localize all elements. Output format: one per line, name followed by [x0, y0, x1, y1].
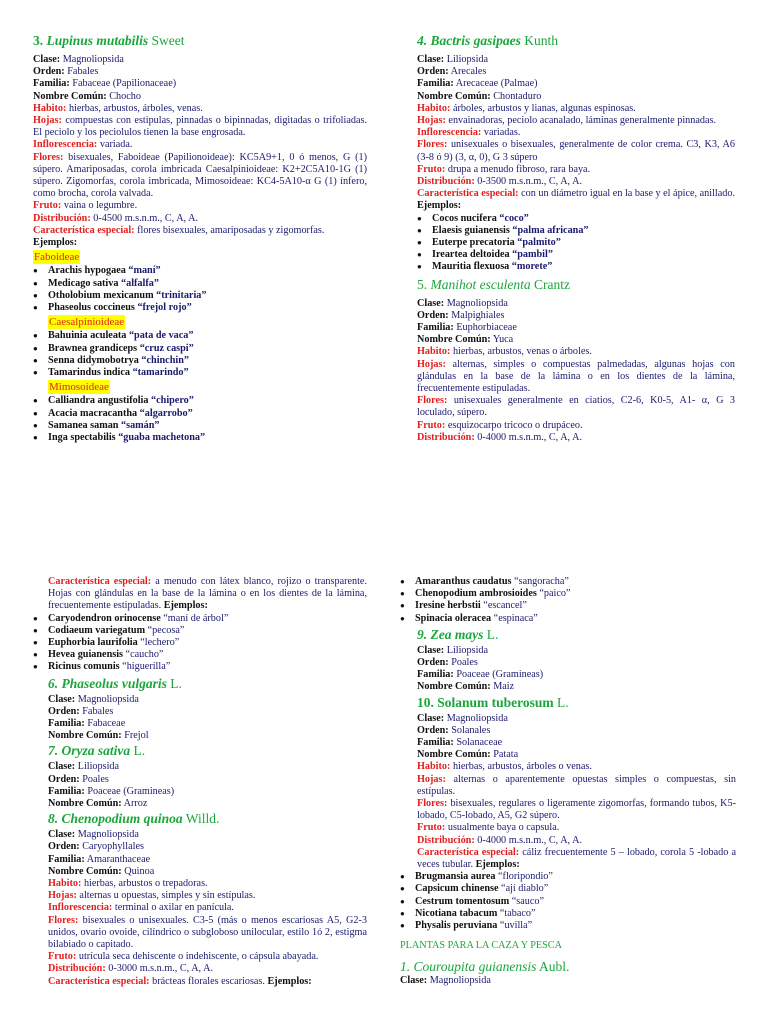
list-item: ● Bahuinia aculeata “pata de vaca”	[33, 330, 367, 342]
lupinus-fruto: Fruto: vaina o legumbre.	[33, 200, 138, 212]
chenopodium-examples-list	[400, 576, 736, 625]
bactris-fruto: Fruto: drupa a menudo fibroso, rara baya.	[417, 163, 591, 175]
manihot-continued-column	[33, 576, 367, 988]
lupinus-orden: Orden: Fabales	[33, 66, 99, 78]
chenopodium-habito: Habito: hierbas, arbustos o trepadoras.	[48, 878, 208, 890]
list-item: ● Iresine herbstii “escancel”	[400, 600, 736, 612]
manihot-familia: Familia: Euphorbiaceae	[417, 322, 517, 334]
chenopodium-orden: Orden: Caryophyllales	[48, 841, 144, 853]
chenopodium-inflorescencia: Inflorescencia: terminal o axilar en panícula.	[48, 902, 234, 914]
species-block-9-10	[400, 626, 736, 871]
subfamily-caesalpinioideae: Caesalpinioideae	[49, 316, 125, 329]
lupinus-title: 3. Lupinus mutabilis Sweet	[33, 33, 185, 48]
chenopodium-hojas: Hojas: alternas u opuestas, simples y sin estípulas.	[48, 890, 256, 902]
oryza-orden: Orden: Poales	[48, 773, 109, 785]
list-item: ● Cestrum tomentosum “sauco”	[400, 896, 736, 908]
bactris-hojas: Hojas: envainadoras, peciolo acanalado, láminas generalmente pinnadas.	[417, 115, 717, 127]
list-item: ● Chenopodium ambrosioides “paico”	[400, 588, 736, 600]
bactris-caracteristica: Característica especial: con un diámetro igual en la base y el ápice, anillado. Ejemplos:	[417, 188, 736, 212]
list-item: ● Brugmansia aurea “floripondio”	[400, 871, 736, 883]
solanum-clase: Clase: Magnoliopsida	[417, 712, 508, 724]
lupinus-inflorescencia: Inflorescencia: variada.	[33, 139, 133, 151]
manihot-hojas: Hojas: alternas, simples o compuestas palmedadas, algunas hojas con glándulas en la base de la lámina o en los dientes de la lámina, frecuentemente estipuladas.	[417, 358, 735, 395]
zea-orden: Orden: Poales	[417, 657, 478, 669]
list-item: ● Tamarindus indica “tamarindo”	[33, 367, 367, 379]
lupinus-ejemplos-label: Ejemplos:	[33, 237, 78, 249]
species-block-6-8	[33, 675, 367, 988]
phaseolus-orden: Orden: Fabales	[48, 705, 114, 717]
list-item: ● Cocos nucifera “coco”	[417, 213, 735, 225]
zea-title: 9. Zea mays L.	[417, 626, 499, 642]
lupinus-clase: Clase: Magnoliopsida	[33, 54, 124, 65]
list-item: ● Hevea guianensis “caucho”	[33, 649, 367, 661]
solanum-caracteristica: Característica especial: cáliz frecuentemente 5 – lobado, corola 5 -lobado a veces tubular. Ejemplos:	[417, 846, 736, 871]
oryza-title: 7. Oryza sativa L.	[48, 743, 146, 759]
lupinus-hojas: Hojas: compuestas con estipulas, pinnadas o bipinnadas, digitadas o trifoliadas. El peciolo y los peciolulos tienen la base engrosada.	[33, 115, 367, 139]
bactris-column	[417, 32, 735, 444]
chenopodium-title: 8. Chenopodium quinoa Willd.	[48, 811, 220, 827]
manihot-examples-list	[33, 613, 367, 674]
phaseolus-title: 6. Phaseolus vulgaris L.	[48, 675, 182, 691]
faboideae-list	[33, 265, 367, 314]
zea-nombre: Nombre Común: Maiz	[417, 681, 515, 693]
oryza-nombre: Nombre Común: Arroz	[48, 798, 148, 810]
list-item: ● Inga spectabilis “guaba machetona”	[33, 432, 367, 444]
bactris-examples-list	[417, 213, 735, 274]
phaseolus-nombre: Nombre Común: Frejol	[48, 730, 149, 742]
section-heading: PLANTAS PARA LA CAZA Y PESCA	[400, 940, 562, 952]
list-item: ● Ireartea deltoidea “pambil”	[417, 249, 735, 261]
list-item: ● Capsicum chinense “ají diablo”	[400, 883, 736, 895]
list-item: ● Physalis peruviana “uvilla”	[400, 920, 736, 932]
zea-familia: Familia: Poaceae (Gramineas)	[417, 669, 544, 681]
manihot-habito: Habito: hierbas, arbustos, venas o árboles.	[417, 346, 592, 358]
chenopodium-fruto: Fruto: utrícula seca dehiscente o indehiscente, o cápsula abayada.	[48, 951, 319, 963]
solanum-nombre: Nombre Común: Patata	[417, 749, 519, 761]
lupinus-familia: Familia: Fabaceae (Papilionaceae)	[33, 78, 177, 90]
bactris-familia: Familia: Arecaceae (Palmae)	[417, 78, 538, 90]
manihot-title: 5. Manihot esculenta Crantz	[417, 276, 570, 292]
list-item: ● Otholobium mexicanum “trinitaria”	[33, 290, 367, 302]
list-item: ● Phaseolus coccineus “frejol rojo”	[33, 302, 367, 314]
solanum-flores: Flores: bisexuales, regulares o ligeramente zigomorfas, formando tubos, K5-lobado, C5-lobado, A5, G2 súpero.	[417, 798, 736, 822]
lupinus-flores: Flores: bisexuales, Faboideae (Papilionoideae): KC5A9+1, 0 ó menos, G (1) súpero. Amariposadas, corola imbricada Caesalpinioideae: K2+2C5A10-1G (1) súpero. Zigomorfas, corola imbricada, Mimosoideae: KC4-5A10-α G (1) ínfero, como brocha, corola valvada.	[33, 151, 367, 200]
bactris-nombre: Nombre Común: Chontaduro	[417, 90, 542, 102]
solanum-distribucion: Distribución: 0-4000 m.s.n.m., C, A, A.	[417, 834, 582, 846]
list-item: ● Acacia macracantha “algarrobo”	[33, 408, 367, 420]
solanum-habito: Habito: hierbas, arbustos, árboles o venas.	[417, 761, 592, 773]
chenopodium-nombre: Nombre Común: Quinoa	[48, 865, 155, 877]
lupinus-nombre: Nombre Común: Chocho	[33, 90, 141, 102]
list-item: ● Brawnea grandiceps “cruz caspi”	[33, 343, 367, 355]
manihot-clase: Clase: Magnoliopsida	[417, 297, 508, 309]
manihot-flores: Flores: unisexuales generalmente en ciatios, C2-6, K0-5, A1- α, G 3 loculado, súpero.	[417, 395, 735, 419]
list-item: ● Caryodendron orinocense “maní de árbol”	[33, 613, 367, 625]
phaseolus-clase: Clase: Magnoliopsida	[48, 693, 139, 705]
list-item: ● Codiaeum variegatum “pecosa”	[33, 625, 367, 637]
caesalpinioideae-list	[33, 330, 367, 379]
bactris-title: 4. Bactris gasipaes Kunth	[417, 33, 559, 48]
solanum-hojas: Hojas: alternas o aparentemente opuestas simples o compuestas, sin estípulas.	[417, 773, 736, 797]
list-item: ● Elaesis guianensis “palma africana”	[417, 225, 735, 237]
bactris-inflorescencia: Inflorescencia: variadas.	[417, 127, 521, 139]
subfamily-mimosoideae: Mimosoideae	[49, 381, 109, 394]
bactris-distribucion: Distribución: 0-3500 m.s.n.m., C, A, A.	[417, 176, 582, 188]
solanum-title: 10. Solanum tuberosum L.	[417, 694, 569, 710]
mimosoideae-list	[33, 395, 367, 444]
list-item: ● Euterpe precatoria “palmito”	[417, 237, 735, 249]
manihot-caracteristica: Característica especial: a menudo con látex blanco, rojizo o transparente. Hojas con glándulas en la base de la lámina o en los dientes de la lámina, frecuentemente estipuladas. Ejemplos:	[48, 576, 367, 612]
list-item: ● Mauritia flexuosa “morete”	[417, 261, 735, 273]
bactris-clase: Clase: Liliopsida	[417, 54, 489, 65]
list-item: ● Euphorbia laurifolia “lechero”	[33, 637, 367, 649]
list-item: ● Spinacia oleracea “espinaca”	[400, 613, 736, 625]
bactris-habito: Habito: árboles, arbustos y lianas, algunas espinosas.	[417, 102, 636, 114]
list-item: ● Senna didymobotrya “chinchin”	[33, 355, 367, 367]
list-item: ● Arachis hypogaea “maní”	[33, 265, 367, 277]
manihot-distribucion: Distribución: 0-4000 m.s.n.m., C, A, A.	[417, 431, 582, 443]
chenopodium-flores: Flores: bisexuales o unisexuales. C3-5 (más o menos escariosas A5, G2-3 unidos, ovario ovoide, cilíndrico o subgloboso unilocular, estilo 1ó 2, estigma bilabiado o capitado.	[48, 914, 367, 951]
lupinus-column	[33, 32, 367, 444]
list-item: ● Medicago sativa “alfalfa”	[33, 278, 367, 290]
chenopodium-familia: Familia: Amaranthaceae	[48, 853, 151, 865]
lupinus-habito: Habito: hierbas, arbustos, árboles, venas.	[33, 102, 203, 114]
list-item: ● Amaranthus caudatus “sangoracha”	[400, 576, 736, 588]
subfamily-faboideae: Faboideae	[34, 251, 80, 264]
manihot-nombre: Nombre Común: Yuca	[417, 334, 514, 346]
lupinus-caracteristica: Característica especial: flores bisexuales, amariposadas y zigomorfas.	[33, 224, 325, 236]
solanum-fruto: Fruto: usualmente baya o capsula.	[417, 822, 560, 834]
oryza-familia: Familia: Poaceae (Gramineas)	[48, 785, 175, 797]
list-item: ● Calliandra angustifolia “chipero”	[33, 395, 367, 407]
chenopodium-clase: Clase: Magnoliopsida	[48, 829, 139, 841]
chenopodium-continued-column	[400, 576, 736, 988]
couroupita-clase: Clase: Magnoliopsida	[400, 975, 491, 987]
manihot-fruto: Fruto: esquizocarpo tricoco o drupáceo.	[417, 419, 583, 431]
chenopodium-distribucion: Distribución: 0-3000 m.s.n.m., C, A, A.	[48, 963, 213, 975]
bactris-flores: Flores: unisexuales o bisexuales, generalmente de color crema. C3, K3, A6 (3-8 ó 9) (3, α, 0), G 3 súpero	[417, 139, 735, 163]
solanum-familia: Familia: Solanaceae	[417, 737, 503, 749]
bactris-orden: Orden: Arecales	[417, 66, 487, 78]
zea-clase: Clase: Liliopsida	[417, 644, 489, 656]
chenopodium-caracteristica: Característica especial: brácteas florales escariosas. Ejemplos:	[48, 975, 312, 987]
list-item: ● Ricinus comunis “higuerilla”	[33, 661, 367, 673]
couroupita-title: 1. Couroupita guianensis Aubl.	[400, 959, 570, 975]
lupinus-distribucion: Distribución: 0-4500 m.s.n.m., C, A, A.	[33, 212, 198, 224]
oryza-clase: Clase: Liliopsida	[48, 761, 120, 773]
solanum-examples-list	[400, 871, 736, 932]
manihot-orden: Orden: Malpighiales	[417, 309, 505, 321]
phaseolus-familia: Familia: Fabaceae	[48, 718, 126, 730]
list-item: ● Nicotiana tabacum “tabaco”	[400, 908, 736, 920]
solanum-orden: Orden: Solanales	[417, 724, 491, 736]
list-item: ● Samanea saman “samán”	[33, 420, 367, 432]
